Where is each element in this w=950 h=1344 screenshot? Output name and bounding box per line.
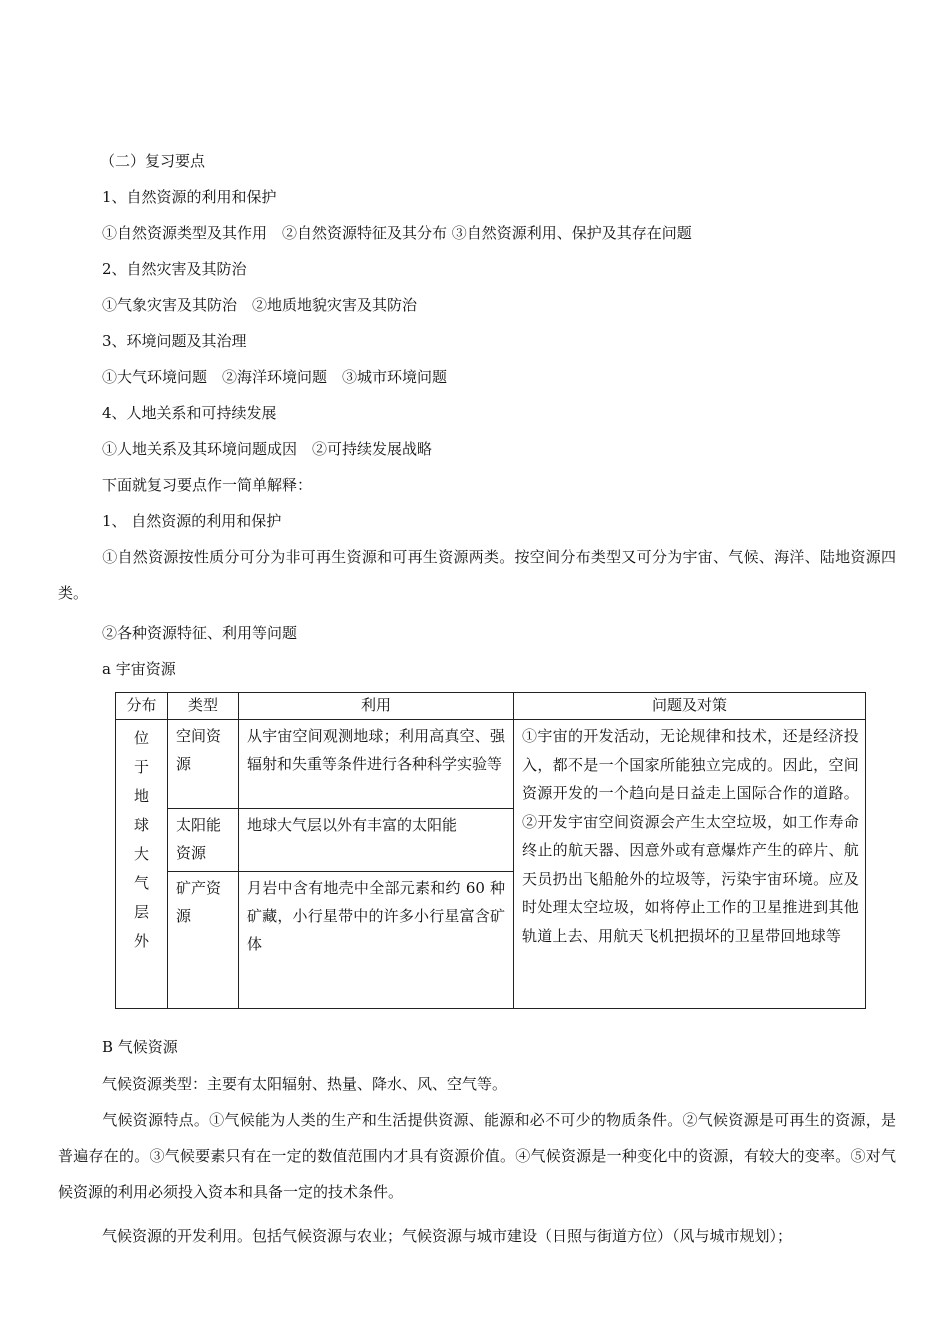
header-type: 类型 — [168, 693, 239, 720]
header-use: 利用 — [239, 693, 514, 720]
type-cell-mineral: 矿产资源 — [168, 872, 239, 1009]
review-item-2-detail: ①气象灾害及其防治 ②地质地貌灾害及其防治 — [102, 296, 418, 314]
distribution-cell: 位 于 地 球 大 气 层 外 — [116, 720, 168, 1009]
resource-classification-paragraph: ①自然资源按性质分可分为非可再生资源和可再生资源两类。按空间分布类型又可分为宇宙、气候、海洋、陆地资源四类。 — [58, 548, 896, 602]
space-resource-table — [115, 692, 866, 1009]
table-row — [116, 720, 866, 809]
header-distribution: 分布 — [116, 693, 168, 720]
climate-types-paragraph: 气候资源类型：主要有太阳辐射、热量、降水、风、空气等。 — [102, 1075, 508, 1093]
climate-development-paragraph: 气候资源的开发利用。包括气候资源与农业；气候资源与城市建设（日照与街道方位）（风与城市规划）； — [102, 1227, 793, 1245]
climate-features-paragraph: 气候资源特点。①气候能为人类的生产和生活提供资源、能源和必不可少的物质条件。②气候资源是可再生的资源，是普遍存在的。③气候要素只有在一定的数值范围内才具有资源价值。④气候资源是一种变化中的资源，有较大的变率。⑤对气候资源的利用必须投入资本和具备一定的技术条件。 — [58, 1111, 896, 1201]
review-item-3-detail: ①大气环境问题 ②海洋环境问题 ③城市环境问题 — [102, 368, 448, 386]
problems-cell: ①宇宙的开发活动，无论规律和技术，还是经济投入，都不是一个国家所能独立完成的。因此，空间资源开发的一个趋向是日益走上国际合作的道路。②开发宇宙空间资源会产生太空垃圾，如工作寿命终止的航天器、因意外或有意爆炸产生的碎片、航天员扔出飞船舱外的垃圾等，污染宇宙环境。应及时处理太空垃圾，如将停止工作的卫星推进到其他轨道上去、用航天飞机把损坏的卫星带回地球等 — [514, 720, 866, 1009]
review-item-4-detail: ①人地关系及其环境问题成因 ②可持续发展战略 — [102, 440, 433, 458]
type-cell-space: 空间资源 — [168, 720, 239, 809]
resource-features-heading: ②各种资源特征、利用等问题 — [102, 624, 298, 642]
climate-resource-heading: B 气候资源 — [102, 1038, 178, 1056]
review-item-2-title: 2、自然灾害及其防治 — [102, 260, 247, 278]
use-cell-mineral: 月岩中含有地壳中全部元素和约 60 种矿藏，小行星带中的许多小行星富含矿体 — [239, 872, 514, 1009]
section-1-title: 1、 自然资源的利用和保护 — [102, 512, 282, 530]
review-item-1-detail: ①自然资源类型及其作用 ②自然资源特征及其分布 ③自然资源利用、保护及其存在问题 — [102, 224, 692, 242]
explanation-intro: 下面就复习要点作一简单解释： — [102, 476, 313, 494]
review-item-1-title: 1、自然资源的利用和保护 — [102, 188, 277, 206]
review-item-4-title: 4、人地关系和可持续发展 — [102, 404, 277, 422]
review-heading: （二）复习要点 — [100, 152, 206, 170]
table-header-row — [116, 693, 866, 720]
header-problems: 问题及对策 — [514, 693, 866, 720]
space-resource-heading: a 宇宙资源 — [102, 660, 176, 678]
review-item-3-title: 3、环境问题及其治理 — [102, 332, 247, 350]
use-cell-solar: 地球大气层以外有丰富的太阳能 — [239, 809, 514, 872]
use-cell-space: 从宇宙空间观测地球；利用高真空、强辐射和失重等条件进行各种科学实验等 — [239, 720, 514, 809]
type-cell-solar: 太阳能资源 — [168, 809, 239, 872]
